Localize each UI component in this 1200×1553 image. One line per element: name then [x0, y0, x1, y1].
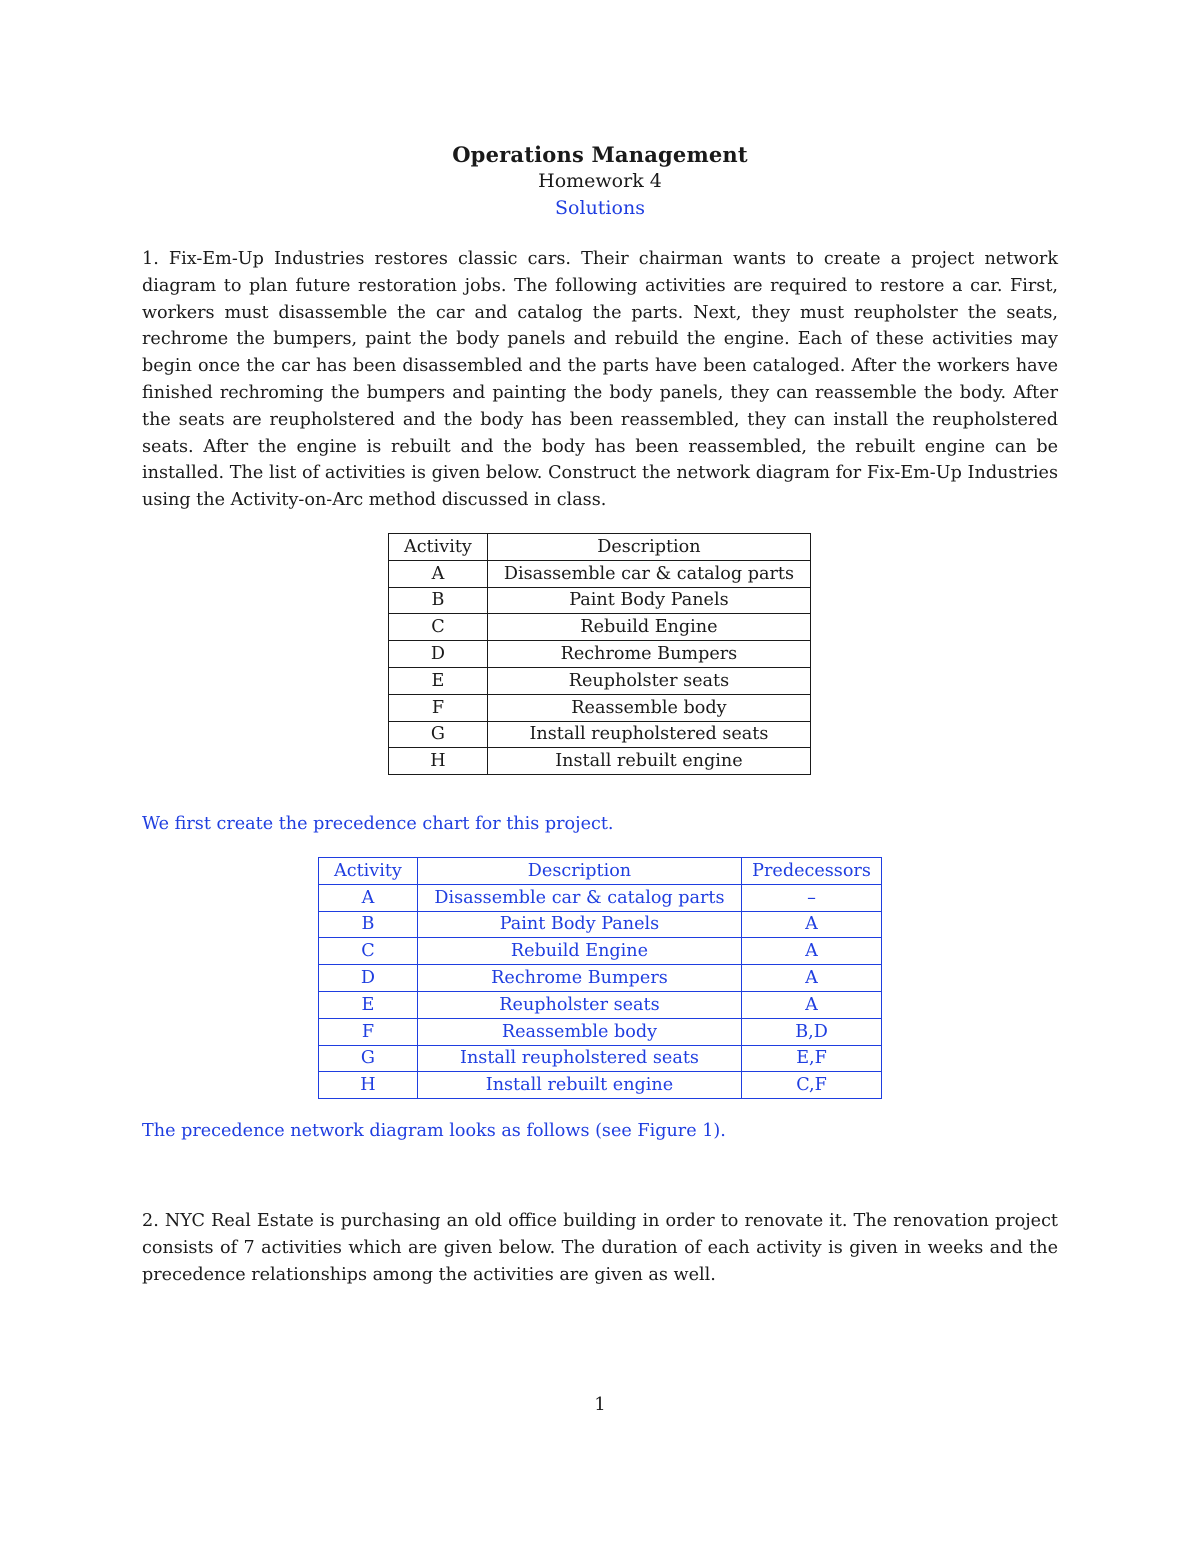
table-cell: Reassemble body [417, 1018, 741, 1045]
header-activity: Activity [319, 858, 418, 885]
table-cell: Reupholster seats [417, 991, 741, 1018]
header-predecessors: Predecessors [742, 858, 882, 885]
table-cell: Reassemble body [487, 694, 810, 721]
table-cell: Install reupholstered seats [417, 1045, 741, 1072]
table-cell: C [319, 938, 418, 965]
table-cell: H [319, 1072, 418, 1099]
table-cell: B,D [742, 1018, 882, 1045]
solutions-heading: Solutions [555, 197, 645, 219]
table-cell: B [389, 587, 488, 614]
table-row [319, 1045, 882, 1072]
table-cell: A [319, 884, 418, 911]
table-cell: H [389, 748, 488, 775]
table-row [319, 1018, 882, 1045]
table-cell: D [319, 965, 418, 992]
table-row [389, 694, 811, 721]
table-cell: E [319, 991, 418, 1018]
table-row [319, 965, 882, 992]
table-cell: Disassemble car & catalog parts [487, 560, 810, 587]
problem-2-text: 2. NYC Real Estate is purchasing an old office building in order to renovate it. The renovation project consists of 7 activities which are given below. The duration of each activity is given in weeks and the precedence relationships among the activities are given as well. [142, 1211, 1058, 1285]
table-row [389, 641, 811, 668]
table-cell: Install reupholstered seats [487, 721, 810, 748]
table-row [389, 587, 811, 614]
table-row [319, 991, 882, 1018]
table-cell: Rechrome Bumpers [417, 965, 741, 992]
table-cell: G [319, 1045, 418, 1072]
table-header-row [389, 534, 811, 561]
table-cell: A [742, 938, 882, 965]
table-cell: Rebuild Engine [417, 938, 741, 965]
table-cell: – [742, 884, 882, 911]
table-row [389, 560, 811, 587]
activity-table [388, 533, 811, 775]
table-cell: B [319, 911, 418, 938]
table-cell: A [742, 991, 882, 1018]
table-cell: Paint Body Panels [417, 911, 741, 938]
header-activity: Activity [389, 534, 488, 561]
table-row [319, 938, 882, 965]
table-cell: Install rebuilt engine [417, 1072, 741, 1099]
table-row [319, 884, 882, 911]
table-cell: A [742, 965, 882, 992]
table-cell: D [389, 641, 488, 668]
precedence-chart-note: We first create the precedence chart for this project. [142, 814, 614, 834]
problem-1-text: 1. Fix-Em-Up Industries restores classic cars. Their chairman wants to create a project network diagram to plan future restoration jobs. The following activities are required to restore a car. First, workers must disassemble the car and catalog the parts. Next, they must reupholster the seats, rechrome the bumpers, paint the body panels and rebuild the engine. Each of these activities may begin once the car has been disassembled and the parts have been cataloged. After the workers have finished rechroming the bumpers and painting the body panels, they can reassemble the body. After the seats are reupholstered and the body has been reassembled, they can install the reupholstered seats. After the engine is rebuilt and the body has been reassembled, the rebuilt engine can be installed. The list of activities is given below. Construct the network diagram for Fix-Em-Up Industries using the Activity-on-Arc method discussed in class. [142, 249, 1058, 511]
table-cell: A [742, 911, 882, 938]
table-row [389, 748, 811, 775]
table-cell: C,F [742, 1072, 882, 1099]
table-cell: Paint Body Panels [487, 587, 810, 614]
header-description: Description [417, 858, 741, 885]
header-description: Description [487, 534, 810, 561]
table-cell: Install rebuilt engine [487, 748, 810, 775]
table-cell: E,F [742, 1045, 882, 1072]
table-header-row [319, 858, 882, 885]
table-cell: Rebuild Engine [487, 614, 810, 641]
table-row [389, 667, 811, 694]
document-title: Operations Management [452, 142, 748, 167]
table-row [319, 1072, 882, 1099]
page-number: 1 [594, 1394, 606, 1415]
table-cell: Rechrome Bumpers [487, 641, 810, 668]
document-subtitle: Homework 4 [538, 170, 662, 192]
table-cell: E [389, 667, 488, 694]
table-row [319, 911, 882, 938]
precedence-table [318, 857, 882, 1099]
table-row [389, 614, 811, 641]
network-diagram-note: The precedence network diagram looks as follows (see Figure 1). [142, 1121, 726, 1141]
table-row [389, 721, 811, 748]
table-cell: Disassemble car & catalog parts [417, 884, 741, 911]
table-cell: Reupholster seats [487, 667, 810, 694]
table-cell: F [319, 1018, 418, 1045]
table-cell: C [389, 614, 488, 641]
table-cell: F [389, 694, 488, 721]
table-cell: A [389, 560, 488, 587]
table-cell: G [389, 721, 488, 748]
